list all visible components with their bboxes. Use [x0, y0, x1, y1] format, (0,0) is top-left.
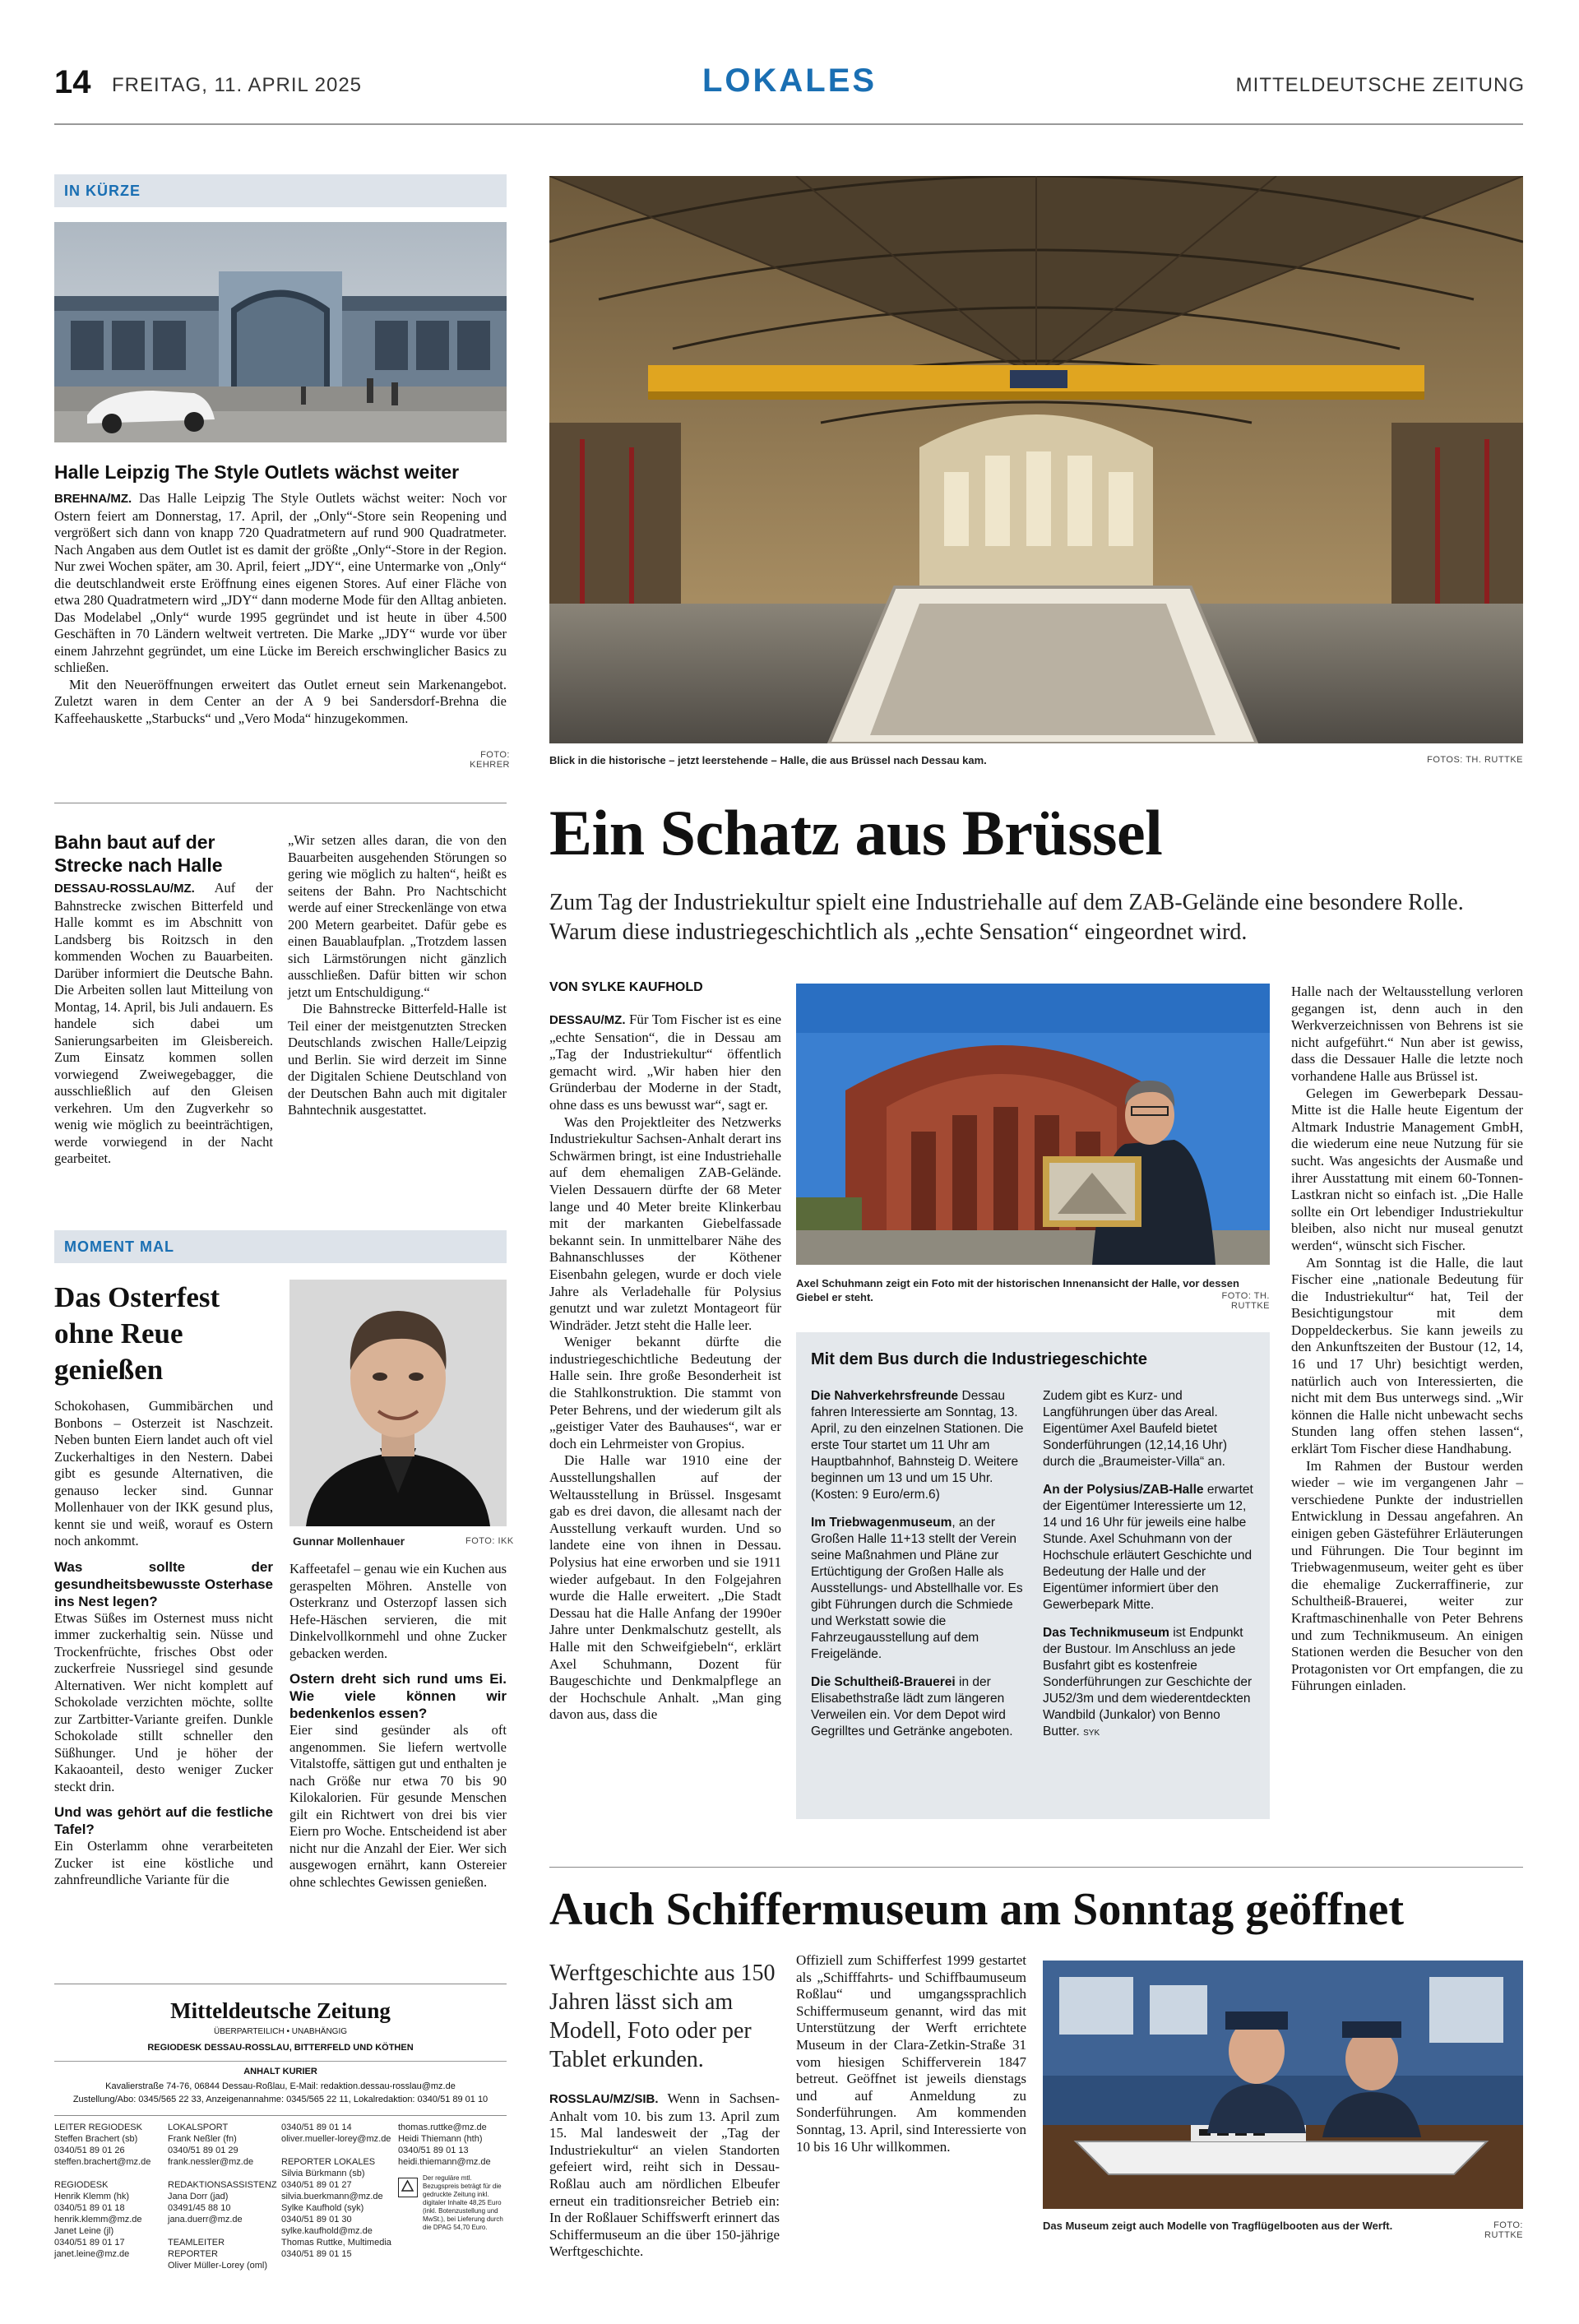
divider	[549, 1867, 1523, 1868]
info-item-5: erwartet der Eigentümer Interessierte um 12, 14 und 16 Uhr für jeweils eine halbe Stunde. Axel Schuhmann von der Hochschule erläutert Geschichte und Bedeutung der Halle und der Eigentümer informiert über den Gewerbepark Mitte.	[1043, 1483, 1253, 1612]
main-deck: Zum Tag der Industriekultur spielt eine Industriehalle auf dem ZAB-Gelände eine besondere Rolle. Warum diese industriegeschichtlich als „echte Sensation“ eingeordnet wird.	[549, 890, 1464, 945]
main-article-col-1	[549, 1012, 781, 1724]
answer-1: Etwas Süßes im Osternest muss nicht immer zuckerhaltig sein. Nüsse und Trockenfrüchte, frisches Obst oder zuckerfreie Nussriegel sind gesunde Alternativen. Wer nicht komplett auf Schokolade verzichten möchte, sollte zur Zartbitter-Variante greifen. Dunkle Schokolade stillt schneller den Süßhunger. Und je höher der Kakaoanteil, desto weniger Zucker steckt drin.	[54, 1609, 273, 1794]
info-box	[796, 1332, 1270, 1819]
imprint-address: Kavalierstraße 74-76, 06844 Dessau-Roßlau, E-Mail: redaktion.dessau-rosslau@mz.de	[105, 2081, 456, 2091]
schiffer-headline: Auch Schiffermuseum am Sonntag geöffnet	[549, 1884, 1405, 1935]
hall-photo	[549, 176, 1523, 743]
outlet-paragraph-2: Mit den Neueröffnungen erweitert das Outlet erneut sein Markenangebot. Zuletzt waren in dem Center an der A 9 bei Sandersdorf-Brehna die Kaffeehauskette „Starbucks“ und „Vero Moda“ hinzugekommen.	[54, 676, 507, 726]
moment-mal-intro: Schokohasen, Gummibärchen und Bonbons – Osterzeit ist Naschzeit. Neben bunten Eiern landet auch oft viel Zuckerhaltiges in den Nestern. Dabei gibt es gesunde Alternativen, die genauso lecker sind. Gunnar Mollenhauer von der IKK gesund plus, kennt sie und weiß, worauf es Ostern noch ankommt.	[54, 1398, 273, 1549]
info-item-2-head: Im Triebwagenmuseum	[811, 1516, 952, 1530]
info-item-2: , an der Großen Halle 11+13 stellt der Verein seine Maßnahmen und Pläne zur Ertüchtigung der Großen Halle als Ausstellungs- und Abstellhalle vor. Es gibt Führungen durch die Schmiede und Werkstatt sowie die Fahrzeugausstellung auf dem Freigelände.	[811, 1516, 1023, 1661]
bahn-headline: Bahn baut auf der Strecke nach Halle	[54, 831, 223, 876]
moment-mal-col-2	[289, 1561, 507, 1891]
portrait-credit: FOTO: IKK	[465, 1536, 514, 1546]
main-headline: Ein Schatz aus Brüssel	[549, 797, 1163, 868]
imprint-col-1: LEITER REGIODESK Steffen Brachert (sb) 0340/51 89 01 26 steffen.brachert@mz.de REGIODESK Henrik Klemm (hk) 0340/51 89 01 18 henrik.klemm@mz.de Janet Leine (jl) 0340/51 89 01 17 janet.leine@mz.de	[54, 2123, 151, 2259]
in-kuerze-kicker: IN KÜRZE	[54, 174, 507, 207]
schiffer-dateline: ROSSLAU/MZ/SIB.	[549, 2092, 659, 2106]
moment-mal-headline: Das Osterfest ohne Reue genießen	[54, 1281, 220, 1386]
hall-photo-credit: FOTOS: TH. RUTTKE	[1427, 755, 1523, 765]
imprint-tagline: ÜBERPARTEILICH • UNABHÄNGIG	[213, 2027, 348, 2036]
answer-3: Eier sind gesünder als oft angenommen. Sie liefern wertvolle Vitalstoffe, sättigen gut und enthalten je nach Größe nur etwa 70 bis 90 Kilokalorien. Für gesunde Menschen gilt ein Richtwert von drei bis vier Eiern pro Woche. Entscheidend ist aber nicht nur die Anzahl der Eier. Wer sich ausgewogen ernährt, kann Ostereier ohne schlechtes Gewissen genießen.	[289, 1722, 507, 1890]
question-3: Ostern dreht sich rund ums Ei. Wie viele können wir bedenkenlos essen?	[289, 1671, 507, 1721]
hall-photo-caption: Blick in die historische – jetzt leerstehende – Halle, die aus Brüssel nach Dessau kam.	[549, 754, 987, 766]
moment-mal-kicker: MOMENT MAL	[54, 1230, 507, 1263]
schuhmann-photo	[796, 984, 1270, 1265]
imprint-col-2: LOKALSPORT Frank Neßler (fn) 0340/51 89 01 29 frank.nessler@mz.de REDAKTIONSASSISTENZ Jana Dorr (jad) 03491/45 88 10 jana.duerr@mz.de TEAMLEITER REPORTER Oliver Müller-Lorey (oml)	[168, 2123, 277, 2271]
question-1: Was sollte der gesundheitsbewusste Osterhase ins Nest legen?	[54, 1558, 273, 1609]
imprint-kurier: ANHALT KURIER	[54, 2061, 507, 2076]
bahn-dateline: DESSAU-ROSSLAU/MZ.	[54, 882, 195, 896]
schuhmann-photo-caption: Axel Schuhmann zeigt ein Foto mit der historischen Innenansicht der Halle, vor dessen Giebel er steht.	[796, 1277, 1239, 1303]
schiffer-paragraph-2: Offiziell zum Schifferfest 1999 gestartet als „Schifffahrts- und Schiffbaumuseum Roßlau“ und umgangssprachlich Schiffermuseum genannt, wird das mit Unterstützung der Werft errichtete Museum in der Clara-Zetkin-Straße 31 vom hiesigen Schifferverein 1847 betreut. Geöffnet ist jeweils dienstags und auf Anmeldung zu Sonderführungen. Am kommenden Sonntag, 13. April, sind Interessierte von 10 bis 16 Uhr willkommen.	[796, 1952, 1026, 2155]
imprint-col-3: 0340/51 89 01 14 oliver.mueller-lorey@mz.de REPORTER LOKALES Silvia Bürkmann (sb) 0340/51 89 01 27 silvia.buerkmann@mz.de Sylke Kaufhold (syk) 0340/51 89 01 30 sylke.kaufhold@mz.de Thomas Ruttke, Multimedia 0340/51 89 01 15	[281, 2123, 391, 2259]
section-title: LOKALES	[702, 62, 877, 99]
schiffer-col-1	[549, 2090, 780, 2261]
info-box-title: Mit dem Bus durch die Industriegeschichte	[811, 1350, 1147, 1368]
issue-date: FREITAG, 11. APRIL 2025	[112, 74, 363, 96]
bahn-article-col-2	[288, 832, 507, 1211]
divider	[54, 2115, 507, 2116]
museum-photo	[1043, 1961, 1523, 2209]
portrait-photo	[289, 1280, 507, 1526]
recycling-icon	[398, 2178, 418, 2197]
main-paragraph-4: Die Halle war 1910 eine der Ausstellungshallen auf der Weltausstellung in Brüssel. Insgesamt gab es drei davon, die allesamt nach der Ausstellung verkauft wurden. Und so landete eine von ihnen in Dessau. Polysius hat eine erworben und sie 1911 wieder aufgebaut. In den Folgejahren wurde die Halle erweitert. „Die Stadt Dessau hat die Halle Anfang der 1990er Jahre unter Denkmalschutz gestellt, als Halle mit den Schweifgiebeln“, erklärt Axel Schuhmann, Dozent für Baugeschichte und Denkmalpflege an der Hochschule Anhalt. „Man ging davon aus, dass die	[549, 1452, 781, 1723]
main-paragraph-8: Im Rahmen der Bustour werden wieder – wie im vergangenen Jahr – verschiedene Punkte der industriellen Entwicklung in Dessau angefahren. An einigen geben Gästeführer Erläuterungen und Führungen. Die Tour beginnt im Triebwagenmuseum, weiter geht es über die ehemalige Zuckerraffinerie, zur Schultheiß-Brauerei, weiter zur Kraftmaschinenhalle von Peter Behrens und zum Technikmuseum. An einigen Stationen werden die Besucher von den Protagonisten vor Ort empfangen, die zu Führungen einladen.	[1291, 1457, 1523, 1694]
page-number: 14	[54, 64, 91, 100]
info-item-4: Zudem gibt es Kurz- und Langführungen über das Areal. Eigentümer Axel Baufeld bietet Sonderführungen (12,14,16 Uhr) durch die „Braumeister-Villa“ an.	[1043, 1389, 1228, 1469]
imprint-price-note: Der reguläre mtl. Bezugspreis beträgt für die gedruckte Zeitung inkl. digitaler Inhalte 48,25 Euro (inkl. Botenzustellung und MwSt.), bei Lieferung durch die DPAG 54,70 Euro.	[423, 2174, 503, 2231]
header-rule	[54, 123, 1523, 125]
outlet-paragraph-1: Das Halle Leipzig The Style Outlets wächst weiter: Noch vor Ostern feiert am Donnerstag, 17. April, der „Only“-Store sein Reopening und vergrößert sich dann von knapp 720 Quadratmetern auf rund 900 Quadratmeter. Nach Angaben aus dem Outlet ist es damit der größte „Only“-Store in der Region. Nur zwei Wochen später, am 30. April, feiert „JDY“, eine Untermarke von „Only“ die deutschlandweit erste Eröffnung eines eigenen Stores. Auf einer Fläche von etwa 280 Quadratmetern wird „JDY“ dann moderne Mode für den Alltag anbieten. Das Modelabel „Only“ wurde 1995 gegründet und ist heute in über 4.500 Geschäften in 70 Ländern weltweit vertreten. Die Marke „JDY“ wurde vor über einem Jahrzehnt gegründet, um eine Lücke im Bereich erschwinglicher Basics zu schließen.	[54, 490, 507, 675]
schiffer-paragraph-1: Wenn in Sachsen-Anhalt vom 10. bis zum 13. April zum 15. Mal landesweit der „Tag der Industriekultur“ an vielen Standorten gefeiert wird, reiht sich in Dessau-Roßlau auch am nördlichen Elbeufer erneut ein traditionsreicher Betrieb ein: In der Roßlauer Schiffswerft erinnert das Schiffermuseum an die über 150-jährige Werftgeschichte.	[549, 2090, 780, 2260]
info-item-5-head: An der Polysius/ZAB-Halle	[1043, 1483, 1204, 1497]
bahn-paragraph-3: Die Bahnstrecke Bitterfeld-Halle ist Teil einer der meistgenutzten Strecken Deutschlands zwischen Halle/Leipzig und Berlin. Sie wird derzeit im Sinne der Digitalen Schiene Deutschland von der Deutschen Bahn auch mit digitaler Bahntechnik ausgestattet.	[288, 1001, 507, 1118]
imprint-contact: Zustellung/Abo: 0345/565 22 33, Anzeigenannahme: 0345/565 22 11, Lokalredaktion: 0340/51 89 01 10	[72, 2095, 489, 2104]
info-item-6-head: Das Technikmuseum	[1043, 1626, 1169, 1640]
question-2: Und was gehört auf die festliche Tafel?	[54, 1804, 273, 1837]
answer-2: Ein Osterlamm ohne verarbeiteten Zucker ist eine köstliche und zahnfreundliche Variante für die	[54, 1838, 273, 1887]
schuhmann-photo-credit: FOTO: TH. RUTTKE	[1221, 1291, 1270, 1311]
info-box-signature: SYK	[1083, 1729, 1100, 1738]
info-item-1: Dessau fahren Interessierte am Sonntag, 13. April, zu den einzelnen Stationen. Die erste Tour startet um 11 Uhr am Hauptbahnhof, Bahnsteig D. Weitere beginnen um 13 und um 15 Uhr.(Kosten: 9 Euro/erm.6)	[811, 1389, 1024, 1502]
info-box-col-1	[811, 1388, 1030, 1752]
museum-photo-caption: Das Museum zeigt auch Modelle von Tragflügelbooten aus der Werft.	[1043, 2220, 1393, 2232]
main-dateline: DESSAU/MZ.	[549, 1013, 626, 1027]
byline: VON SYLKE KAUFHOLD	[549, 980, 703, 994]
imprint-title: Mitteldeutsche Zeitung	[170, 1998, 391, 2023]
outlet-headline: Halle Leipzig The Style Outlets wächst weiter	[54, 461, 460, 483]
main-paragraph-5: Halle nach der Weltausstellung verloren gegangen ist, denn auch in den Werkverzeichnissen von Behrens ist sie nicht aufgeführt.“ Nun aber ist gewiss, dass die Dessauer Halle die letzte noch vorhandene Halle aus Brüssel ist.	[1291, 984, 1523, 1084]
moment-mal-col-1	[54, 1398, 273, 1889]
newspaper-name: MITTELDEUTSCHE ZEITUNG	[1235, 74, 1525, 96]
imprint-col-4: thomas.ruttke@mz.de Heidi Thiemann (hth) 0340/51 89 01 13 heidi.thiemann@mz.de	[398, 2123, 491, 2167]
info-item-1-head: Die Nahverkehrsfreunde	[811, 1389, 959, 1403]
bahn-paragraph-2: „Wir setzen alles daran, die von den Bauarbeiten ausgehenden Störungen so gering wie möglich zu halten“, heißt es seitens der Bahn. Pro Nachtschicht werde auf einer Streckenlänge von etwa 200 Metern gearbeitet. Dafür gebe es einen Bauablaufplan. „Trotzdem lassen sich Lärmstörungen nicht gänzlich ausschließen. Dafür bitten wir schon jetzt um Entschuldigung.“	[288, 832, 507, 1000]
main-paragraph-7: Am Sonntag ist die Halle, die laut Fischer eine „nationale Bedeutung für die Industriekultur“ hat, Teil der Besichtigungstour mit dem Doppeldeckerbus. Sie kann jeweils zu den Ankunftszeiten der Bustour (12, 14, 16 und 17 Uhr) besichtigt werden, natürlich auch von Interessierten, die nicht mit dem Bus unterwegs sind. „Wir können die Halle nicht unbewacht sechs Stunden lang offen stehen lassen“, erklärt Tom Fischer diese Handhabung.	[1291, 1254, 1523, 1457]
museum-photo-credit: FOTO: RUTTKE	[1484, 2220, 1523, 2240]
answer-2-cont: Kaffeetafel – genau wie ein Kuchen aus geraspelten Möhren. Anstelle von Osterkranz und Osterzopf lassen sich Hefe-Häschen servieren, die mit Dinkelvollkornmehl und ohne Zucker gebacken werden.	[289, 1561, 507, 1661]
main-paragraph-1: Für Tom Fischer ist es eine „echte Sensation“, die in Dessau am „Tag der Industriekultur“ öffentlich gemacht wird. „Wir haben hier den Gründerbau der Moderne in der Stadt, ohne dass es uns bewusst war“, sagt er.	[549, 1012, 782, 1113]
info-item-3: in der Elisabethstraße lädt zum längeren Verweilen ein. Vor dem Depot wird Gegrilltes und Getränke angeboten.	[811, 1675, 1013, 1738]
schiffer-deck: Werftgeschichte aus 150 Jahren lässt sich am Modell, Foto oder per Tablet erkunden.	[549, 1961, 776, 2072]
main-paragraph-3: Weniger bekannt dürfte die industriegeschichtliche Bedeutung der Halle sein. Ihre große Besonderheit ist die Stahlkonstruktion. Die stammt von Peter Behrens, und der wiederum gilt als „geistiger Vater des Bauhauses“, war er doch ein Lehrmeister von Gropius.	[549, 1334, 781, 1451]
schiffer-col-2	[796, 1952, 1026, 2155]
main-paragraph-2: Was den Projektleiter des Netzwerks Industriekultur Sachsen-Anhalt derart ins Schwärmen bringt, ist eine Industriehalle auf dem ehemaligen ZAB-Gelände. Vielen Dessauern dürfte der 68 Meter lange und 40 Meter breite Klinkerbau mit der markanten Giebelfassade bekannt sein. In unmittelbarer Nähe des Bahnanschlusses der Köthener Eisenbahn gelegen, wurde er doch viele Jahre als Verladehalle für Polysius genutzt und war zuletzt Montageort für Windräder. Jetzt steht die Halle leer.	[549, 1113, 781, 1333]
main-article-col-3	[1291, 984, 1523, 1695]
info-item-3-head: Die Schultheiß-Brauerei	[811, 1675, 956, 1689]
outlet-dateline: BREHNA/MZ.	[54, 492, 132, 506]
portrait-caption: Gunnar Mollenhauer	[293, 1535, 405, 1548]
imprint	[54, 1998, 507, 2104]
outlet-article	[54, 490, 507, 727]
bahn-paragraph-1: Auf der Bahnstrecke zwischen Bitterfeld und Halle kommt es im Abschnitt von Landsberg bis Roitzsch in den kommenden Wochen zu Bauarbeiten. Darüber informiert die Deutsche Bahn. Die Arbeiten sollen laut Mitteilung von Montag, 14. April, bis Juli andauern. Es handele sich dabei um Sanierungsarbeiten im Gleisbereich. Zum Einsatz kommen sollen vorwiegend Zweiwegebagger, die ausschließlich auf den Gleisen verkehren. Um den Zugverkehr so wenig wie möglich zu beeinträchtigen, werde vorwiegend in der Nacht gearbeitet.	[54, 880, 274, 1166]
info-box-col-2	[1043, 1388, 1257, 1753]
bahn-article-col-1	[54, 880, 273, 1209]
outlet-photo-credit: FOTO: KEHRER	[470, 750, 510, 770]
info-item-6: ist Endpunkt der Bustour. Im Anschluss an jede Busfahrt gibt es kostenfreie Sonderführungen zur Geschichte der JU52/3m und dem wiederentdeckten Wandbild (Junkalor) von Benno Butter.	[1043, 1626, 1253, 1738]
imprint-region: REGIODESK DESSAU-ROSSLAU, BITTERFELD UND KÖTHEN	[147, 2043, 414, 2053]
main-paragraph-6: Gelegen im Gewerbepark Dessau-Mitte ist die Halle heute Eigentum der Altmark Industrie Management GmbH, die wiederum eine neue Nutzung für sie sucht. Was angesichts der Ausmaße und ihrer Ausstattung mit einem 60-Tonnen-Lastkran nicht so einfach ist. „Die Halle sollte ein Ort lebendiger Industriekultur bleiben, also nicht nur museal genutzt werden“, wünscht sich Fischer.	[1291, 1085, 1523, 1253]
outlet-photo	[54, 222, 507, 442]
